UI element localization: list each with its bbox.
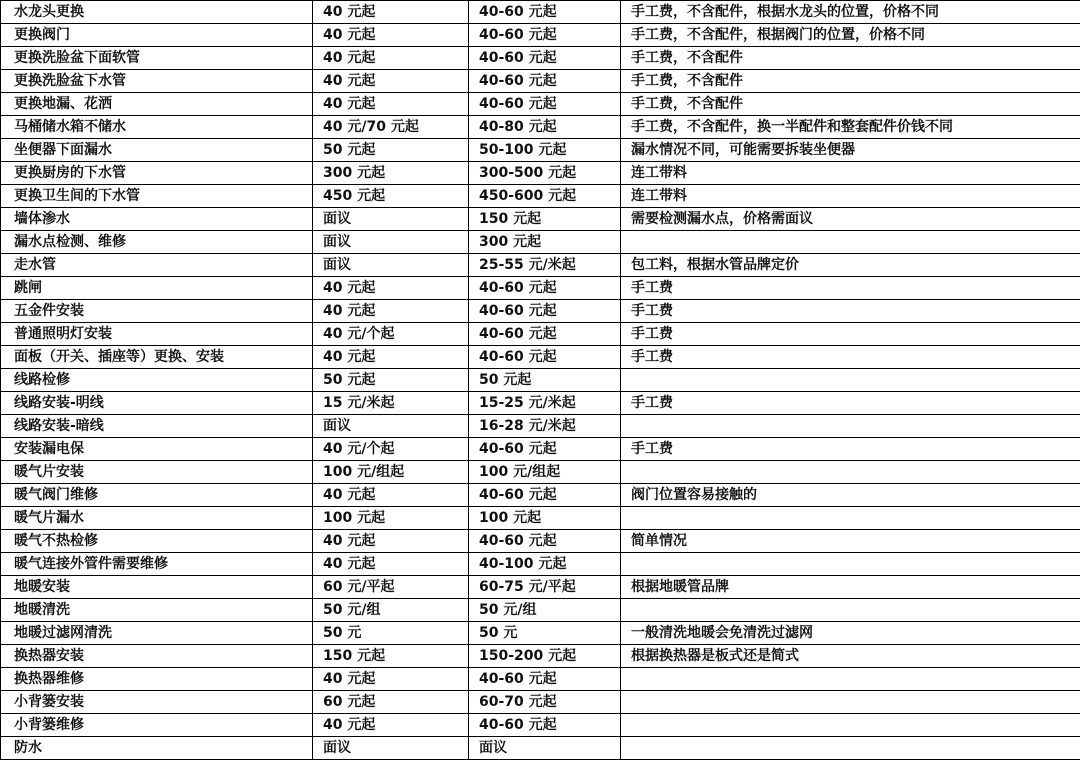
price-a-cell: 100 元起 <box>313 507 469 530</box>
service-item-cell: 暖气片漏水 <box>1 507 313 530</box>
price-b-cell: 40-60 元起 <box>469 47 621 70</box>
price-b-cell: 100 元起 <box>469 507 621 530</box>
price-a-cell: 450 元起 <box>313 185 469 208</box>
table-row <box>1 277 1080 300</box>
service-item-cell: 墙体渗水 <box>1 208 313 231</box>
price-a-cell: 300 元起 <box>313 162 469 185</box>
price-b-cell: 40-60 元起 <box>469 484 621 507</box>
price-a-cell: 40 元/70 元起 <box>313 116 469 139</box>
table-row <box>1 24 1080 47</box>
table-row <box>1 553 1080 576</box>
price-b-cell: 300-500 元起 <box>469 162 621 185</box>
price-a-cell: 40 元起 <box>313 24 469 47</box>
price-b-cell: 50 元/组 <box>469 599 621 622</box>
note-cell: 阀门位置容易接触的 <box>621 484 1080 507</box>
price-a-cell: 40 元起 <box>313 47 469 70</box>
price-a-cell: 40 元起 <box>313 346 469 369</box>
note-cell <box>621 599 1080 622</box>
service-item-cell: 更换洗脸盆下面软管 <box>1 47 313 70</box>
price-a-cell: 50 元 <box>313 622 469 645</box>
note-cell: 手工费 <box>621 346 1080 369</box>
service-item-cell: 漏水点检测、维修 <box>1 231 313 254</box>
table-row <box>1 116 1080 139</box>
service-item-cell: 暖气片安装 <box>1 461 313 484</box>
service-item-cell: 地暖过滤网清洗 <box>1 622 313 645</box>
table-row <box>1 254 1080 277</box>
price-b-cell: 面议 <box>469 737 621 760</box>
service-item-cell: 暖气连接外管件需要维修 <box>1 553 313 576</box>
note-cell <box>621 461 1080 484</box>
service-item-cell: 水龙头更换 <box>1 1 313 24</box>
note-cell: 手工费 <box>621 323 1080 346</box>
note-cell: 根据地暖管品牌 <box>621 576 1080 599</box>
note-cell <box>621 714 1080 737</box>
price-a-cell: 面议 <box>313 254 469 277</box>
note-cell: 手工费 <box>621 392 1080 415</box>
service-item-cell: 暖气不热检修 <box>1 530 313 553</box>
price-a-cell: 40 元起 <box>313 484 469 507</box>
table-row <box>1 369 1080 392</box>
note-cell <box>621 553 1080 576</box>
table-row <box>1 461 1080 484</box>
price-b-cell: 40-60 元起 <box>469 346 621 369</box>
note-cell: 一般清洗地暖会免清洗过滤网 <box>621 622 1080 645</box>
table-row <box>1 323 1080 346</box>
service-item-cell: 更换地漏、花洒 <box>1 93 313 116</box>
price-b-cell: 40-60 元起 <box>469 1 621 24</box>
table-row <box>1 668 1080 691</box>
table-row <box>1 1 1080 24</box>
price-a-cell: 40 元起 <box>313 70 469 93</box>
price-a-cell: 100 元/组起 <box>313 461 469 484</box>
table-row <box>1 714 1080 737</box>
price-b-cell: 100 元/组起 <box>469 461 621 484</box>
note-cell <box>621 691 1080 714</box>
service-item-cell: 马桶储水箱不储水 <box>1 116 313 139</box>
price-b-cell: 40-100 元起 <box>469 553 621 576</box>
table-row <box>1 645 1080 668</box>
service-item-cell: 更换洗脸盆下水管 <box>1 70 313 93</box>
price-a-cell: 60 元/平起 <box>313 576 469 599</box>
price-b-cell: 15-25 元/米起 <box>469 392 621 415</box>
service-item-cell: 地暖安装 <box>1 576 313 599</box>
price-b-cell: 150-200 元起 <box>469 645 621 668</box>
note-cell: 手工费 <box>621 277 1080 300</box>
table-row <box>1 622 1080 645</box>
price-b-cell: 40-60 元起 <box>469 530 621 553</box>
note-cell: 漏水情况不同，可能需要拆装坐便器 <box>621 139 1080 162</box>
note-cell: 需要检测漏水点，价格需面议 <box>621 208 1080 231</box>
note-cell <box>621 668 1080 691</box>
table-row <box>1 530 1080 553</box>
price-a-cell: 50 元起 <box>313 369 469 392</box>
service-item-cell: 坐便器下面漏水 <box>1 139 313 162</box>
price-a-cell: 面议 <box>313 231 469 254</box>
table-row <box>1 208 1080 231</box>
table-row <box>1 231 1080 254</box>
service-item-cell: 换热器维修 <box>1 668 313 691</box>
service-item-cell: 小背篓维修 <box>1 714 313 737</box>
service-item-cell: 线路安装-明线 <box>1 392 313 415</box>
note-cell: 手工费，不含配件，换一半配件和整套配件价钱不同 <box>621 116 1080 139</box>
price-a-cell: 50 元起 <box>313 139 469 162</box>
price-a-cell: 40 元起 <box>313 714 469 737</box>
price-b-cell: 50 元起 <box>469 369 621 392</box>
price-b-cell: 60-70 元起 <box>469 691 621 714</box>
table-row <box>1 139 1080 162</box>
price-a-cell: 40 元起 <box>313 277 469 300</box>
price-b-cell: 40-60 元起 <box>469 93 621 116</box>
note-cell: 手工费，不含配件 <box>621 70 1080 93</box>
note-cell: 根据换热器是板式还是简式 <box>621 645 1080 668</box>
note-cell: 手工费，不含配件 <box>621 47 1080 70</box>
table-row <box>1 599 1080 622</box>
price-b-cell: 25-55 元/米起 <box>469 254 621 277</box>
price-a-cell: 40 元/个起 <box>313 323 469 346</box>
table-row <box>1 691 1080 714</box>
price-a-cell: 150 元起 <box>313 645 469 668</box>
price-b-cell: 50-100 元起 <box>469 139 621 162</box>
price-a-cell: 40 元起 <box>313 668 469 691</box>
service-item-cell: 走水管 <box>1 254 313 277</box>
price-b-cell: 40-60 元起 <box>469 323 621 346</box>
note-cell: 手工费，不含配件，根据水龙头的位置，价格不同 <box>621 1 1080 24</box>
price-a-cell: 60 元起 <box>313 691 469 714</box>
price-a-cell: 面议 <box>313 415 469 438</box>
table-row <box>1 507 1080 530</box>
price-a-cell: 40 元/个起 <box>313 438 469 461</box>
table-row <box>1 346 1080 369</box>
table-row <box>1 47 1080 70</box>
note-cell: 手工费，不含配件 <box>621 93 1080 116</box>
table-body <box>1 1 1080 760</box>
note-cell: 手工费，不含配件，根据阀门的位置，价格不同 <box>621 24 1080 47</box>
price-b-cell: 300 元起 <box>469 231 621 254</box>
service-item-cell: 防水 <box>1 737 313 760</box>
table-row <box>1 93 1080 116</box>
price-b-cell: 150 元起 <box>469 208 621 231</box>
table-row <box>1 438 1080 461</box>
service-item-cell: 跳闸 <box>1 277 313 300</box>
service-item-cell: 更换阀门 <box>1 24 313 47</box>
table-row <box>1 185 1080 208</box>
note-cell <box>621 507 1080 530</box>
service-item-cell: 小背篓安装 <box>1 691 313 714</box>
table-row <box>1 300 1080 323</box>
note-cell: 连工带料 <box>621 185 1080 208</box>
table-row <box>1 484 1080 507</box>
table-row <box>1 162 1080 185</box>
table-row <box>1 737 1080 760</box>
service-item-cell: 线路检修 <box>1 369 313 392</box>
price-a-cell: 40 元起 <box>313 93 469 116</box>
price-a-cell: 40 元起 <box>313 553 469 576</box>
service-item-cell: 线路安装-暗线 <box>1 415 313 438</box>
price-b-cell: 16-28 元/米起 <box>469 415 621 438</box>
note-cell <box>621 369 1080 392</box>
service-item-cell: 换热器安装 <box>1 645 313 668</box>
price-b-cell: 40-60 元起 <box>469 438 621 461</box>
service-item-cell: 安装漏电保 <box>1 438 313 461</box>
note-cell <box>621 231 1080 254</box>
price-a-cell: 40 元起 <box>313 530 469 553</box>
service-item-cell: 面板（开关、插座等）更换、安装 <box>1 346 313 369</box>
price-b-cell: 40-60 元起 <box>469 300 621 323</box>
note-cell: 手工费 <box>621 438 1080 461</box>
price-b-cell: 40-60 元起 <box>469 714 621 737</box>
note-cell: 连工带料 <box>621 162 1080 185</box>
price-b-cell: 40-60 元起 <box>469 70 621 93</box>
table-row <box>1 392 1080 415</box>
price-b-cell: 50 元 <box>469 622 621 645</box>
service-item-cell: 暖气阀门维修 <box>1 484 313 507</box>
price-b-cell: 40-60 元起 <box>469 277 621 300</box>
table-row <box>1 415 1080 438</box>
note-cell: 包工料，根据水管品牌定价 <box>621 254 1080 277</box>
price-a-cell: 40 元起 <box>313 300 469 323</box>
note-cell: 手工费 <box>621 300 1080 323</box>
table-row <box>1 70 1080 93</box>
price-b-cell: 40-60 元起 <box>469 24 621 47</box>
price-a-cell: 面议 <box>313 208 469 231</box>
service-item-cell: 五金件安装 <box>1 300 313 323</box>
note-cell <box>621 737 1080 760</box>
price-b-cell: 40-80 元起 <box>469 116 621 139</box>
service-item-cell: 更换卫生间的下水管 <box>1 185 313 208</box>
price-b-cell: 40-60 元起 <box>469 668 621 691</box>
table-row <box>1 576 1080 599</box>
service-item-cell: 地暖清洗 <box>1 599 313 622</box>
note-cell <box>621 415 1080 438</box>
price-a-cell: 50 元/组 <box>313 599 469 622</box>
price-a-cell: 15 元/米起 <box>313 392 469 415</box>
price-b-cell: 450-600 元起 <box>469 185 621 208</box>
service-item-cell: 普通照明灯安装 <box>1 323 313 346</box>
note-cell: 简单情况 <box>621 530 1080 553</box>
service-item-cell: 更换厨房的下水管 <box>1 162 313 185</box>
price-a-cell: 40 元起 <box>313 1 469 24</box>
price-b-cell: 60-75 元/平起 <box>469 576 621 599</box>
price-a-cell: 面议 <box>313 737 469 760</box>
